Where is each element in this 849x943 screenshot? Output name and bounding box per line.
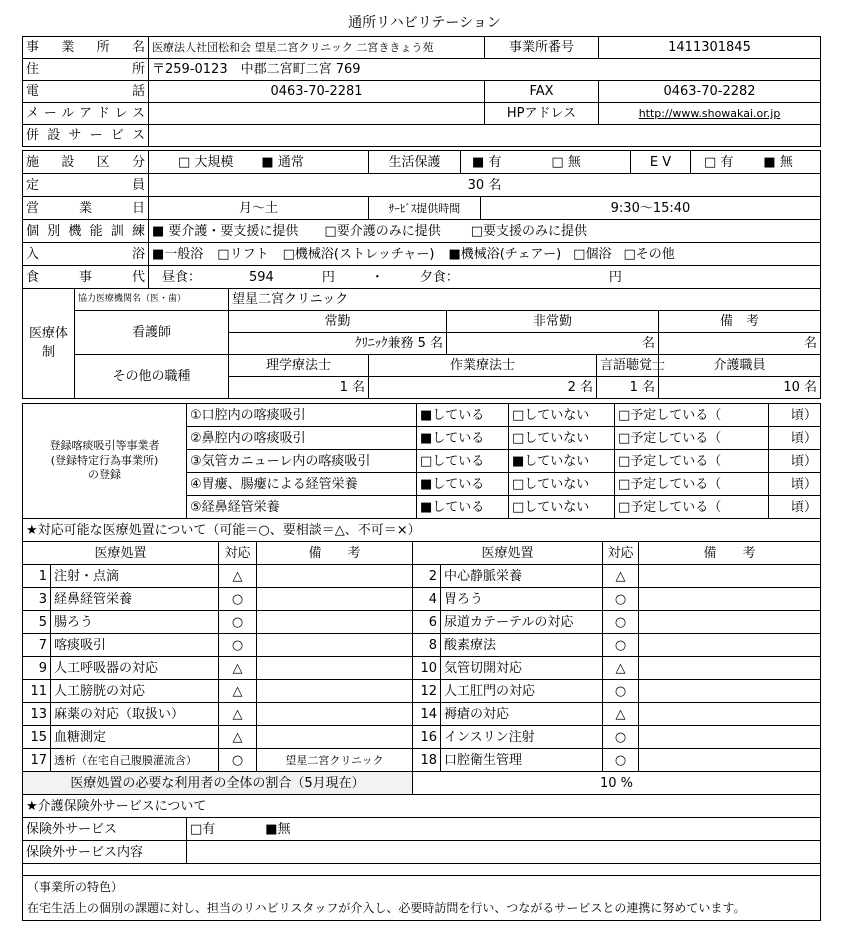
st-value: 1 名 <box>597 377 659 399</box>
office-no-value: 1411301845 <box>599 37 821 59</box>
suction-planned-when: 頃） <box>769 427 821 450</box>
capacity-value: 30 名 <box>149 174 821 197</box>
medical-system-label: 医療体制 <box>23 289 75 399</box>
suction-planned-when: 頃） <box>769 496 821 519</box>
care-header: 介護職員 <box>659 355 821 377</box>
capacity-label: 定員 <box>23 174 149 197</box>
spacer-row <box>23 864 821 876</box>
treatment-col-remarks-2: 備 考 <box>639 542 821 565</box>
facility-large: □ 大規模 <box>178 154 234 170</box>
fulltime-value: ｸﾘﾆｯｸ兼務 5 名 <box>229 333 447 355</box>
table-row: 13 麻薬の対応（取扱い） △ 14 褥瘡の対応 △ <box>23 703 821 726</box>
fax-value: 0463-70-2282 <box>599 81 821 103</box>
treatment-col-support-2: 対応 <box>603 542 639 565</box>
ot-value: 2 名 <box>369 377 597 399</box>
pt-header: 理学療法士 <box>229 355 369 377</box>
fax-label: FAX <box>485 81 599 103</box>
treatment-col-remarks: 備 考 <box>257 542 413 565</box>
treatment-col-name: 医療処置 <box>23 542 219 565</box>
table-row: 3 経鼻経管栄養 ○ 4 胃ろう ○ <box>23 588 821 611</box>
office-name-label: 事業所名 <box>23 37 149 59</box>
remarks-header: 備 考 <box>659 311 821 333</box>
coop-label: 協力医療機関名（医・歯） <box>75 289 229 311</box>
st-header: 言語聴覚士 <box>597 355 659 377</box>
capacity-table <box>22 173 821 197</box>
other-staff-label: その他の職種 <box>75 355 229 399</box>
address-label: 住所 <box>23 59 149 81</box>
outside-label: 保険外サービス <box>23 818 187 841</box>
service-hours-value: 9:30〜15:40 <box>481 197 821 220</box>
suction-planned: □予定している（ <box>615 427 769 450</box>
suction-not-doing: ■していない <box>509 450 615 473</box>
parttime-header: 非常勤 <box>447 311 659 333</box>
facility-table <box>22 150 821 174</box>
facility-normal: ■ 通常 <box>261 154 304 170</box>
suction-doing: □している <box>417 450 509 473</box>
suction-planned-when: 頃） <box>769 473 821 496</box>
training-label: 個別機能訓練 <box>23 220 149 243</box>
office-no-label: 事業所番号 <box>485 37 599 59</box>
suction-item: ②鼻腔内の喀痰吸引 <box>187 427 417 450</box>
suction-planned-when: 頃） <box>769 404 821 427</box>
table-row: 15 血糖測定 △ 16 インスリン注射 ○ <box>23 726 821 749</box>
phone-value: 0463-70-2281 <box>149 81 485 103</box>
outside-content-value <box>187 841 821 864</box>
table-row: 9 人工呼吸器の対応 △ 10 気管切開対応 △ <box>23 657 821 680</box>
phone-label: 電話 <box>23 81 149 103</box>
medical-table <box>22 288 821 399</box>
suction-planned: □予定している（ <box>615 496 769 519</box>
suction-doing: ■している <box>417 427 509 450</box>
email-label: メールアドレス <box>23 103 149 125</box>
outside-heading: ★介護保険外サービスについて <box>23 795 821 818</box>
coop-value: 望星二宮クリニック <box>229 289 821 311</box>
parttime-value: 名 <box>447 333 659 355</box>
fulltime-header: 常勤 <box>229 311 447 333</box>
hp-link[interactable]: http://www.showakai.or.jp <box>638 107 781 120</box>
suction-planned-when: 頃） <box>769 450 821 473</box>
hours-table <box>22 196 821 220</box>
feature-cell <box>23 876 821 921</box>
treatment-ratio-value: 10 % <box>413 772 821 795</box>
bathing-value: ■一般浴 □リフト □機械浴(ストレッチャー) ■機械浴(チェアー) □個浴 □その他 <box>149 243 821 266</box>
table-row: 5 腸ろう ○ 6 尿道カテーテルの対応 ○ <box>23 611 821 634</box>
suction-table <box>22 403 821 519</box>
table-row: 1 注射・点滴 △ 2 中心静脈栄養 △ <box>23 565 821 588</box>
suction-doing: ■している <box>417 496 509 519</box>
address-value: 〒259-0123 中郡二宮町二宮 769 <box>149 59 821 81</box>
bathing-label: 入浴 <box>23 243 149 266</box>
suction-not-doing: □していない <box>509 404 615 427</box>
table-row: 7 喀痰吸引 ○ 8 酸素療法 ○ <box>23 634 821 657</box>
business-days-label: 営業日 <box>23 197 149 220</box>
treatment-col-name-2: 医療処置 <box>413 542 603 565</box>
feature-text: 在宅生活上の個別の課題に対し、担当のリハビリスタッフが介入し、必要時訪問を行い、つながるサービスとの連携に努めています。 <box>27 901 746 915</box>
facility-label: 施設区分 <box>23 151 149 174</box>
table-row: 17 透析（在宅自己腹膜灌流含） ○ 望星二宮クリニック 18 口腔衛生管理 ○ <box>23 749 821 772</box>
combined-service-label: 併設サービス <box>23 125 149 147</box>
ev-label: E V <box>631 151 691 174</box>
nurse-label: 看護師 <box>75 311 229 355</box>
suction-not-doing: □していない <box>509 473 615 496</box>
suction-label: 登録喀痰吸引等事業者 (登録特定行為事業所) の登録 <box>23 404 187 519</box>
email-value <box>149 103 485 125</box>
services-table <box>22 219 821 289</box>
suction-planned: □予定している（ <box>615 450 769 473</box>
suction-item: ③気管カニューレ内の喀痰吸引 <box>187 450 417 473</box>
office-info-table <box>22 36 821 147</box>
suction-doing: ■している <box>417 473 509 496</box>
remarks-value: 名 <box>659 333 821 355</box>
feature-table <box>22 875 821 921</box>
life-protection-label: 生活保護 <box>369 151 461 174</box>
suction-doing: ■している <box>417 404 509 427</box>
page-title: 通所リハビリテーション <box>348 15 501 31</box>
life-protection-value: ■ 有 □ 無 <box>461 151 631 174</box>
hp-label: HPアドレス <box>485 103 599 125</box>
outside-content-label: 保険外サービス内容 <box>23 841 187 864</box>
office-name-value: 医療法人社団松和会 望星二宮クリニック 二宮ききょう苑 <box>149 37 485 59</box>
treatment-ratio-label: 医療処置の必要な利用者の全体の割合（5月現在） <box>23 772 413 795</box>
business-days-value: 月〜土 <box>149 197 369 220</box>
feature-label: （事業所の特色） <box>27 880 124 894</box>
training-value: ■ 要介護・要支援に提供 □要介護のみに提供 □要支援のみに提供 <box>149 220 821 243</box>
ot-header: 作業療法士 <box>369 355 597 377</box>
suction-planned: □予定している（ <box>615 473 769 496</box>
outside-value: □有 ■無 <box>187 818 821 841</box>
table-row: 11 人工膀胱の対応 △ 12 人工肛門の対応 ○ <box>23 680 821 703</box>
outside-service-table <box>22 794 821 876</box>
treatment-col-support: 対応 <box>219 542 257 565</box>
facility-value <box>149 151 369 174</box>
suction-item: ④胃瘻、腸瘻による経管栄養 <box>187 473 417 496</box>
treatment-table <box>22 518 821 795</box>
suction-planned: □予定している（ <box>615 404 769 427</box>
service-hours-label: ｻｰﾋﾞｽ提供時間 <box>369 197 481 220</box>
meal-value: 昼食： 594 円 ・ 夕食： 円 <box>149 266 821 289</box>
suction-not-doing: □していない <box>509 496 615 519</box>
treatment-heading: ★対応可能な医療処置について（可能＝○、要相談＝△、不可＝×） <box>23 519 821 542</box>
ev-value: □ 有 ■ 無 <box>691 151 821 174</box>
meal-label: 食事代 <box>23 266 149 289</box>
pt-value: 1 名 <box>229 377 369 399</box>
suction-item: ①口腔内の喀痰吸引 <box>187 404 417 427</box>
combined-service-value <box>149 125 821 147</box>
suction-not-doing: □していない <box>509 427 615 450</box>
suction-item: ⑤経鼻経管栄養 <box>187 496 417 519</box>
care-value: 10 名 <box>659 377 821 399</box>
